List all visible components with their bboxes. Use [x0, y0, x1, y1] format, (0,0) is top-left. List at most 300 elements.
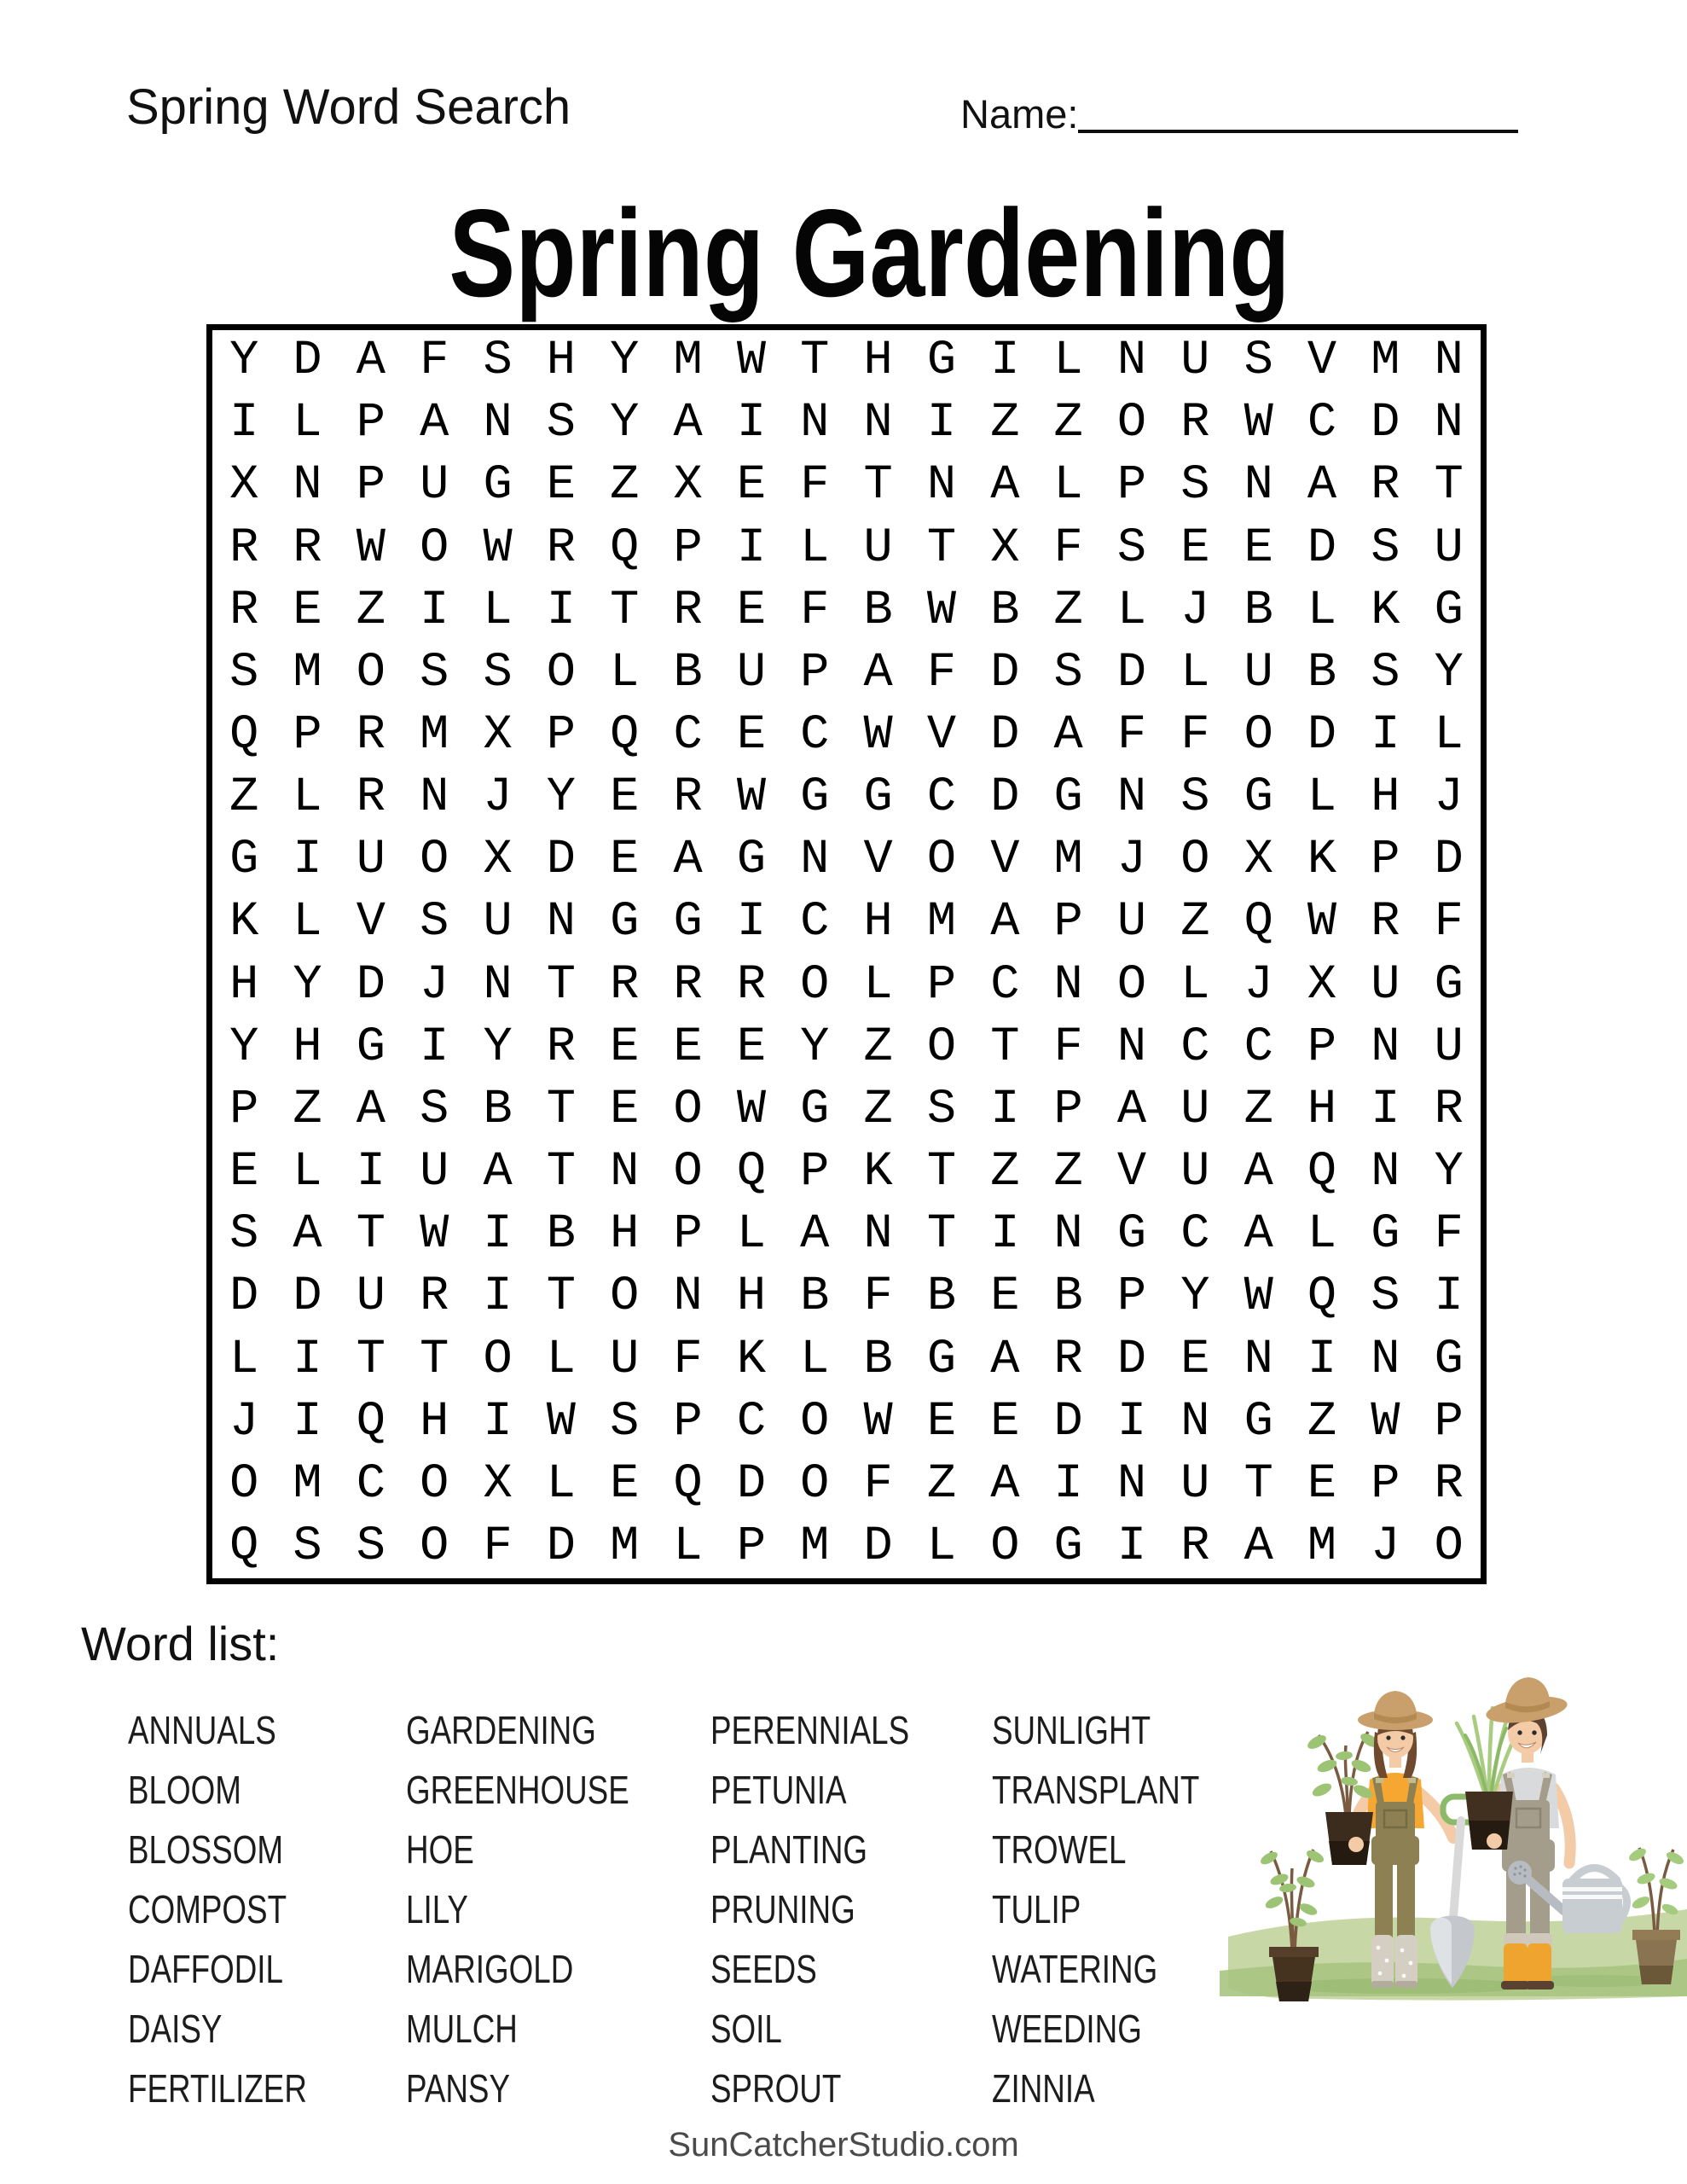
grid-cell-letter: W: [420, 1207, 449, 1263]
grid-cell-letter: P: [1116, 1269, 1147, 1325]
grid-cell-letter: A: [1244, 1207, 1273, 1263]
grid-cell-letter: C: [1180, 1019, 1210, 1075]
grid-cell-letter: R: [293, 520, 322, 576]
grid-cell-letter: L: [1307, 583, 1337, 638]
grid-cell-letter: A: [1116, 1082, 1147, 1137]
grid-cell-letter: W: [1371, 1394, 1400, 1449]
grid-cell-letter: B: [483, 1082, 513, 1137]
grid-cell-letter: W: [356, 520, 386, 576]
grid-cell-letter: N: [1434, 396, 1464, 451]
grid-cell-letter: M: [1053, 833, 1083, 888]
grid-cell-letter: L: [546, 1456, 576, 1512]
grid-cell-letter: Q: [610, 708, 640, 764]
word-search-grid: [206, 324, 1487, 1584]
grid-cell-letter: D: [1307, 520, 1337, 576]
grid-cell-letter: Z: [990, 1145, 1020, 1200]
grid-cell-letter: I: [990, 1082, 1020, 1137]
rubber-boots-icon: [1501, 1943, 1554, 1989]
grid-cell-letter: A: [990, 1456, 1020, 1512]
grid-cell-letter: Q: [229, 1519, 259, 1575]
grid-cell-letter: U: [1244, 645, 1273, 700]
grid-cell-letter: I: [1371, 708, 1400, 764]
grid-cell-letter: E: [610, 770, 640, 826]
grid-cell-letter: S: [420, 645, 449, 700]
grid-cell-letter: G: [483, 458, 513, 514]
grid-cell-letter: A: [800, 1207, 830, 1263]
grid-cell-letter: T: [610, 583, 640, 638]
grid-cell-letter: B: [990, 583, 1020, 638]
grid-cell-letter: U: [736, 645, 767, 700]
grid-cell-letter: G: [229, 833, 259, 888]
grid-cell-letter: I: [1371, 1082, 1400, 1137]
grid-cell-letter: N: [1244, 458, 1273, 514]
grid-cell-letter: W: [1307, 895, 1337, 950]
grid-cell-letter: O: [1244, 708, 1273, 764]
grid-row: [212, 1141, 1481, 1204]
grid-cell-letter: Z: [610, 458, 640, 514]
grid-cell-letter: G: [863, 770, 893, 826]
grid-cell-letter: J: [1180, 583, 1210, 638]
grid-cell-letter: I: [293, 1332, 322, 1387]
grid-cell-letter: C: [800, 708, 830, 764]
grid-row: [212, 705, 1481, 767]
grid-cell-letter: R: [1053, 1332, 1083, 1387]
grid-cell-letter: F: [420, 334, 449, 389]
grid-cell-letter: C: [990, 957, 1020, 1013]
grid-cell-letter: S: [420, 895, 449, 950]
grid-cell-letter: I: [420, 583, 449, 638]
grid-cell-letter: R: [736, 957, 767, 1013]
grid-cell-letter: E: [546, 458, 576, 514]
grid-cell-letter: S: [1244, 334, 1273, 389]
grid-cell-letter: O: [926, 1019, 957, 1075]
grid-cell-letter: L: [1434, 708, 1464, 764]
grid-cell-letter: C: [926, 770, 957, 826]
grid-cell-letter: B: [546, 1207, 576, 1263]
grid-cell-letter: L: [229, 1332, 259, 1387]
grid-cell-letter: N: [1116, 1019, 1147, 1075]
grid-cell-letter: N: [1116, 334, 1147, 389]
grid-cell-letter: X: [229, 458, 259, 514]
grid-cell-letter: W: [926, 583, 957, 638]
grid-cell-letter: H: [1307, 1082, 1337, 1137]
grid-cell-letter: I: [1434, 1269, 1464, 1325]
grid-cell-letter: H: [736, 1269, 767, 1325]
word-list-item: PETUNIA: [710, 1768, 847, 1812]
grid-cell-letter: I: [229, 396, 259, 451]
grid-cell-letter: G: [1116, 1207, 1147, 1263]
grid-cell-letter: T: [926, 520, 957, 576]
grid-cell-letter: I: [546, 583, 576, 638]
grid-cell-letter: Z: [926, 1456, 957, 1512]
grid-cell-letter: X: [1307, 957, 1337, 1013]
grid-cell-letter: Y: [293, 957, 322, 1013]
grid-cell-letter: U: [483, 895, 513, 950]
grid-cell-letter: N: [420, 770, 449, 826]
grid-cell-letter: N: [800, 396, 830, 451]
grid-cell-letter: I: [293, 1394, 322, 1449]
grid-cell-letter: E: [229, 1145, 259, 1200]
word-list-column: [992, 1700, 1199, 2118]
grid-cell-letter: T: [990, 1019, 1020, 1075]
grid-cell-letter: I: [990, 1207, 1020, 1263]
grid-cell-letter: F: [1053, 1019, 1083, 1075]
grid-cell-letter: N: [673, 1269, 703, 1325]
grid-cell-letter: H: [420, 1394, 449, 1449]
grid-cell-letter: T: [800, 334, 830, 389]
grid-cell-letter: O: [800, 957, 830, 1013]
grid-row: [212, 1204, 1481, 1266]
grid-cell-letter: N: [483, 957, 513, 1013]
grid-cell-letter: I: [293, 833, 322, 888]
grid-cell-letter: S: [483, 334, 513, 389]
grid-cell-letter: A: [990, 895, 1020, 950]
word-list-label: Word list:: [81, 1617, 280, 1670]
grid-cell-letter: E: [1244, 520, 1273, 576]
grid-cell-letter: U: [1180, 1082, 1210, 1137]
grid-cell-letter: Z: [1053, 583, 1083, 638]
word-list-item: BLOOM: [128, 1768, 241, 1812]
word-list-item: SOIL: [710, 2007, 782, 2051]
grid-cell-letter: Y: [546, 770, 576, 826]
grid-cell-letter: X: [673, 458, 703, 514]
grid-cell-letter: C: [673, 708, 703, 764]
grid-row: [212, 580, 1481, 642]
grid-cell-letter: N: [1116, 770, 1147, 826]
grid-cell-letter: I: [926, 396, 957, 451]
grid-cell-letter: U: [1180, 1456, 1210, 1512]
grid-cell-letter: D: [1307, 708, 1337, 764]
grid-cell-letter: E: [610, 833, 640, 888]
word-list-item: PRUNING: [710, 1887, 855, 1931]
grid-cell-letter: Q: [1307, 1269, 1337, 1325]
grid-cell-letter: R: [1371, 458, 1400, 514]
grid-cell-letter: U: [420, 458, 449, 514]
grid-cell-letter: R: [673, 770, 703, 826]
grid-cell-letter: Q: [229, 708, 259, 764]
grid-cell-letter: I: [420, 1019, 449, 1075]
grid-cell-letter: T: [546, 1269, 576, 1325]
grid-cell-letter: R: [673, 583, 703, 638]
grid-cell-letter: E: [610, 1019, 640, 1075]
grid-cell-letter: M: [673, 334, 703, 389]
grid-row: [212, 829, 1481, 892]
grid-cell-letter: G: [1434, 1332, 1464, 1387]
grid-cell-letter: H: [293, 1019, 322, 1075]
word-list-item: MULCH: [406, 2007, 518, 2051]
grid-cell-letter: M: [293, 1456, 322, 1512]
grid-cell-letter: I: [483, 1269, 513, 1325]
grid-cell-letter: T: [926, 1145, 957, 1200]
grid-cell-letter: D: [863, 1519, 893, 1575]
grid-cell-letter: G: [1244, 1394, 1273, 1449]
grid-cell-letter: R: [356, 708, 386, 764]
grid-cell-letter: Y: [483, 1019, 513, 1075]
grid-cell-letter: V: [356, 895, 386, 950]
grid-cell-letter: E: [736, 708, 767, 764]
grid-cell-letter: P: [1434, 1394, 1464, 1449]
grid-cell-letter: P: [926, 957, 957, 1013]
grid-cell-letter: L: [1307, 770, 1337, 826]
grid-cell-letter: G: [356, 1019, 386, 1075]
grid-cell-letter: R: [610, 957, 640, 1013]
grid-cell-letter: O: [420, 1519, 449, 1575]
grid-cell-letter: G: [1434, 957, 1464, 1013]
grid-cell-letter: M: [420, 708, 449, 764]
grid-cell-letter: N: [1244, 1332, 1273, 1387]
grid-cell-letter: E: [610, 1082, 640, 1137]
puzzle-title: [0, 183, 1687, 322]
grid-cell-letter: U: [1180, 1145, 1210, 1200]
grid-cell-letter: U: [1434, 520, 1464, 576]
grid-cell-letter: M: [293, 645, 322, 700]
grid-cell-letter: F: [1434, 1207, 1464, 1263]
worksheet-title: Spring Word Search: [126, 79, 571, 135]
grid-cell-letter: E: [926, 1394, 957, 1449]
grid-cell-letter: W: [546, 1394, 576, 1449]
grid-cell-letter: W: [1244, 396, 1273, 451]
grid-cell-letter: A: [483, 1145, 513, 1200]
grid-cell-letter: P: [736, 1519, 767, 1575]
name-write-in-line: [1078, 99, 1518, 133]
woman-hat-icon: [1358, 1691, 1433, 1730]
grid-cell-letter: N: [1180, 1394, 1210, 1449]
grid-cell-letter: C: [1307, 396, 1337, 451]
word-list-column: [710, 1700, 909, 2118]
grid-cell-letter: F: [926, 645, 957, 700]
grid-cell-letter: F: [800, 458, 830, 514]
grid-cell-letter: I: [1307, 1332, 1337, 1387]
grid-cell-letter: O: [1116, 957, 1147, 1013]
grid-cell-letter: L: [1116, 583, 1147, 638]
grid-row: [212, 955, 1481, 1017]
word-list-item: PLANTING: [710, 1827, 868, 1872]
grid-cell-letter: L: [293, 396, 322, 451]
grid-cell-letter: N: [1371, 1145, 1400, 1200]
grid-cell-letter: E: [736, 583, 767, 638]
grid-cell-letter: R: [1180, 1519, 1210, 1575]
grid-cell-letter: M: [1371, 334, 1400, 389]
grid-cell-letter: O: [483, 1332, 513, 1387]
grid-cell-letter: G: [800, 1082, 830, 1137]
grid-cell-letter: F: [483, 1519, 513, 1575]
grid-cell-letter: O: [229, 1456, 259, 1512]
grid-cell-letter: D: [356, 957, 386, 1013]
grid-cell-letter: F: [800, 583, 830, 638]
word-list-item: TROWEL: [992, 1827, 1127, 1872]
gardeners-illustration: [1220, 1653, 1687, 2003]
grid-cell-letter: I: [1116, 1394, 1147, 1449]
grid-cell-letter: N: [1053, 1207, 1083, 1263]
grid-cell-letter: S: [1053, 645, 1083, 700]
grid-cell-letter: S: [1371, 1269, 1400, 1325]
grid-cell-letter: S: [1180, 458, 1210, 514]
grid-cell-letter: N: [1053, 957, 1083, 1013]
grid-cell-letter: D: [736, 1456, 767, 1512]
grid-cell-letter: V: [990, 833, 1020, 888]
grid-cell-letter: J: [1116, 833, 1147, 888]
grid-cell-letter: L: [863, 957, 893, 1013]
grid-cell-letter: O: [420, 520, 449, 576]
grid-cell-letter: B: [1244, 583, 1273, 638]
grid-cell-letter: R: [673, 957, 703, 1013]
grid-cell-letter: T: [420, 1332, 449, 1387]
word-list-item: BLOSSOM: [128, 1827, 284, 1872]
grid-cell-letter: F: [863, 1269, 893, 1325]
grid-cell-letter: T: [1244, 1456, 1273, 1512]
grid-cell-letter: E: [990, 1269, 1020, 1325]
grid-cell-letter: Z: [229, 770, 259, 826]
grid-cell-letter: D: [990, 645, 1020, 700]
grid-cell-letter: D: [293, 1269, 322, 1325]
grid-cell-letter: Z: [293, 1082, 322, 1137]
grid-cell-letter: J: [1434, 770, 1464, 826]
grid-cell-letter: Z: [990, 396, 1020, 451]
grid-cell-letter: O: [990, 1519, 1020, 1575]
grid-cell-letter: U: [863, 520, 893, 576]
grid-cell-letter: D: [229, 1269, 259, 1325]
grid-cell-letter: J: [420, 957, 449, 1013]
grid-cell-letter: J: [229, 1394, 259, 1449]
grid-cell-letter: S: [1180, 770, 1210, 826]
grid-cell-letter: Z: [863, 1082, 893, 1137]
grid-cell-letter: J: [1371, 1519, 1400, 1575]
grid-cell-letter: B: [926, 1269, 957, 1325]
grid-cell-letter: L: [1180, 957, 1210, 1013]
grid-cell-letter: N: [293, 458, 322, 514]
grid-cell-letter: D: [1116, 645, 1147, 700]
word-list-item: ANNUALS: [128, 1708, 276, 1752]
grid-row: [212, 642, 1481, 705]
grid-cell-letter: M: [800, 1519, 830, 1575]
grid-cell-letter: Z: [863, 1019, 893, 1075]
grid-cell-letter: C: [736, 1394, 767, 1449]
grid-cell-letter: F: [1434, 895, 1464, 950]
grid-cell-letter: Q: [736, 1145, 767, 1200]
grid-cell-letter: U: [610, 1332, 640, 1387]
grid-cell-letter: U: [356, 833, 386, 888]
grid-cell-letter: U: [1116, 895, 1147, 950]
grid-cell-letter: V: [1116, 1145, 1147, 1200]
grid-cell-letter: P: [229, 1082, 259, 1137]
grid-cell-letter: N: [800, 833, 830, 888]
grid-cell-letter: R: [356, 770, 386, 826]
grid-cell-letter: K: [863, 1145, 893, 1200]
grid-cell-letter: X: [990, 520, 1020, 576]
grid-cell-letter: O: [1116, 396, 1147, 451]
grid-cell-letter: H: [863, 895, 893, 950]
grid-cell-letter: O: [356, 645, 386, 700]
grid-cell-letter: A: [673, 833, 703, 888]
word-list-item: DAISY: [128, 2007, 223, 2051]
grid-row: [212, 1017, 1481, 1079]
word-list-item: COMPOST: [128, 1887, 287, 1931]
grid-cell-letter: E: [990, 1394, 1020, 1449]
grid-cell-letter: G: [736, 833, 767, 888]
grid-cell-letter: V: [863, 833, 893, 888]
grid-cell-letter: I: [736, 895, 767, 950]
word-list-item: PERENNIALS: [710, 1708, 910, 1752]
grid-cell-letter: B: [863, 1332, 893, 1387]
grid-cell-letter: L: [1053, 334, 1083, 389]
grid-row: [212, 455, 1481, 517]
grid-cell-letter: M: [610, 1519, 640, 1575]
grid-cell-letter: G: [673, 895, 703, 950]
word-list-item: TRANSPLANT: [992, 1768, 1200, 1812]
grid-cell-letter: K: [1307, 833, 1337, 888]
grid-cell-letter: O: [1434, 1519, 1464, 1575]
grid-cell-letter: A: [990, 458, 1020, 514]
grid-cell-letter: V: [926, 708, 957, 764]
grid-cell-letter: U: [1371, 957, 1400, 1013]
grid-cell-letter: L: [293, 1145, 322, 1200]
grid-cell-letter: Y: [800, 1019, 830, 1075]
grid-cell-letter: R: [420, 1269, 449, 1325]
grid-cell-letter: L: [293, 770, 322, 826]
grid-cell-letter: E: [736, 458, 767, 514]
grid-cell-letter: T: [356, 1207, 386, 1263]
grid-cell-letter: D: [990, 770, 1020, 826]
grid-cell-letter: T: [546, 1082, 576, 1137]
grid-cell-letter: W: [483, 520, 513, 576]
woman-head: [1358, 1691, 1433, 1778]
grid-cell-letter: S: [1371, 645, 1400, 700]
grid-cell-letter: F: [863, 1456, 893, 1512]
grid-cell-letter: I: [1053, 1456, 1083, 1512]
grid-row: [212, 1329, 1481, 1391]
word-list-item: FERTILIZER: [128, 2066, 307, 2111]
grid-cell-letter: T: [546, 1145, 576, 1200]
grid-cell-letter: L: [1307, 1207, 1337, 1263]
grid-cell-letter: G: [926, 334, 957, 389]
grid-cell-letter: G: [1371, 1207, 1400, 1263]
grid-cell-letter: I: [736, 396, 767, 451]
grid-cell-letter: R: [229, 520, 259, 576]
grid-cell-letter: Q: [673, 1456, 703, 1512]
grid-cell-letter: Q: [1244, 895, 1273, 950]
grid-cell-letter: R: [546, 520, 576, 576]
grid-cell-letter: L: [1053, 458, 1083, 514]
grid-cell-letter: S: [229, 645, 259, 700]
grid-cell-letter: S: [420, 1082, 449, 1137]
grid-cell-letter: Q: [356, 1394, 386, 1449]
grid-cell-letter: Y: [1434, 1145, 1464, 1200]
grid-cell-letter: P: [1307, 1019, 1337, 1075]
grid-cell-letter: P: [1371, 1456, 1400, 1512]
grid-cell-letter: B: [800, 1269, 830, 1325]
grid-cell-letter: A: [420, 396, 449, 451]
grid-row: [212, 392, 1481, 455]
grid-cell-letter: C: [800, 895, 830, 950]
grid-cell-letter: A: [1053, 708, 1083, 764]
grid-cell-letter: X: [483, 1456, 513, 1512]
puzzle-title-text: Spring Gardening: [448, 183, 1290, 322]
grid-cell-letter: O: [800, 1394, 830, 1449]
grid-cell-letter: U: [420, 1145, 449, 1200]
grid-cell-letter: R: [1434, 1456, 1464, 1512]
grid-cell-letter: Z: [1053, 1145, 1083, 1200]
grid-cell-letter: P: [293, 708, 322, 764]
grid-cell-letter: B: [863, 583, 893, 638]
grid-cell-letter: P: [1053, 895, 1083, 950]
grid-cell-letter: L: [736, 1207, 767, 1263]
grid-cell-letter: L: [673, 1519, 703, 1575]
grid-cell-letter: J: [1244, 957, 1273, 1013]
word-list-item: WATERING: [992, 1947, 1158, 1991]
grid-cell-letter: A: [863, 645, 893, 700]
grid-cell-letter: M: [1307, 1519, 1337, 1575]
grid-cell-letter: W: [863, 1394, 893, 1449]
